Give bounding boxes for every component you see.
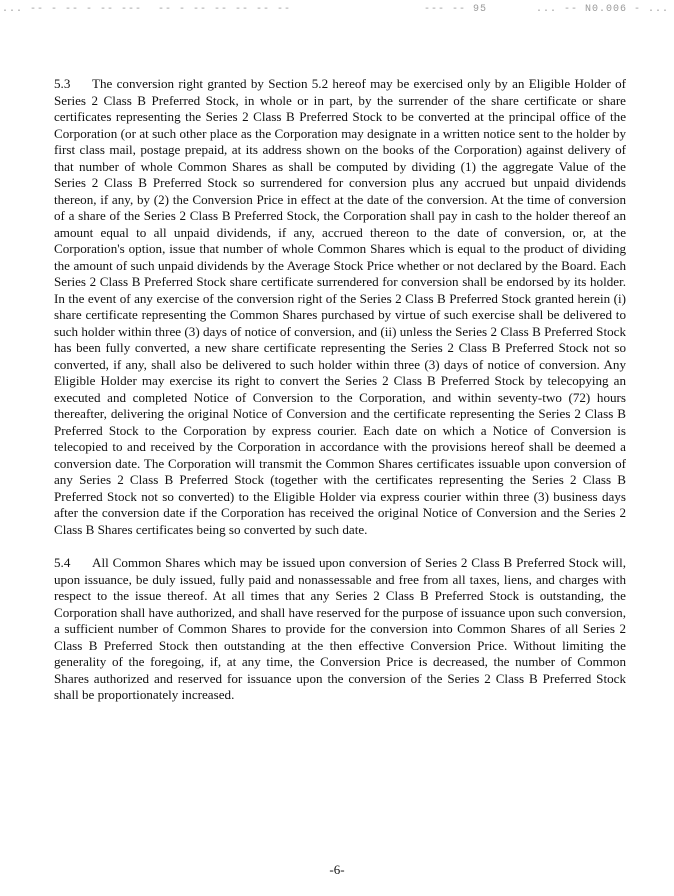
- section-5-3: [54, 76, 626, 538]
- section-number: 5.4: [54, 555, 71, 570]
- fax-header-page-code: ... -- N0.006 - ...: [536, 4, 670, 15]
- page-number: -6-: [329, 862, 345, 877]
- document-body: [54, 76, 626, 704]
- section-text: All Common Shares which may be issued upon conversion of Series 2 Class B Preferred Stock will, upon issuance, be duly issued, fully paid and nonassessable and free from all taxes, liens, and charges with respect to the issue thereof. At all times that any Series 2 Class B Preferred Stock is outstanding, the Corporation shall have authorized, and shall have reserved for the purpose of issuance upon such conversion, a sufficient number of Common Shares to provide for the conversion into Common Shares of all Series 2 Class B Preferred Stock then outstanding at the then effective Conversion Price. Without limiting the generality of the foregoing, if, at any time, the Conversion Price is decreased, the number of Common Shares authorized and reserved for issuance upon the conversion of the Series 2 Class B Preferred Stock shall be proportionately increased.: [54, 555, 626, 702]
- fax-header-date: --- -- 95: [424, 4, 488, 15]
- section-text: The conversion right granted by Section 5.2 hereof may be exercised only by an Eligible Holder of Series 2 Class B Preferred Stock, in whole or in part, by the surrender of the share certificate or share certificates representing the Series 2 Class B Preferred Stock to be converted at the principal office of the Corporation (or at such other place as the Corporation may designate in a written notice sent to the holder by first class mail, postage prepaid, at its address shown on the books of the Corporation) against delivery of that number of whole Common Shares as shall be computed by dividing (1) the aggregate Value of the Series 2 Class B Preferred Stock so surrendered for conversion plus any accrued but unpaid dividends thereon, if any, by (2) the Conversion Price in effect at the date of the conversion. At the time of conversion of a share of the Series 2 Class B Preferred Stock, the Corporation shall pay in cash to the holder thereof an amount equal to all unpaid dividends, if any, accrued thereon to the date of conversion, or, at the Corporation's option, issue that number of whole Common Shares which is equal to the product of dividing the amount of such unpaid dividends by the Average Stock Price whether or not declared by the Board. Each Series 2 Class B Preferred Stock share certificate surrendered for conversion shall be endorsed by its holder. In the event of any exercise of the conversion right of the Series 2 Class B Preferred Stock granted herein (i) share certificate representing the Common Shares purchased by virtue of such exercise shall be delivered to such holder within three (3) days of notice of conversion, and (ii) unless the Series 2 Class B Preferred Stock has been fully converted, a new share certificate representing the Series 2 Class B Preferred Stock not so converted, if any, shall also be delivered to such holder within three (3) days of notice of conversion. Any Eligible Holder may exercise its right to convert the Series 2 Class B Preferred Stock by telecopying an executed and completed Notice of Conversion to the Corporation, and within seventy-two (72) hours thereafter, delivering the original Notice of Conversion and the certificate representing the Series 2 Class B Preferred Stock to the Corporation by express courier. Each date on which a Notice of Conversion is telecopied to and received by the Corporation in accordance with the provisions hereof shall be deemed a conversion date. The Corporation will transmit the Common Shares certificates issuable upon conversion of any Series 2 Class B Preferred Stock (together with the certificates representing the Series 2 Class B Preferred Stock not so converted) to the Eligible Holder via express courier within three (3) business days after the conversion date if the Corporation has received the original Notice of Conversion and the Series 2 Class B Shares certificates being so converted by such date.: [54, 76, 626, 537]
- section-number: 5.3: [54, 76, 71, 91]
- fax-header-segment: -- - -- -- -- -- --: [158, 4, 292, 15]
- fax-header-segment: ... -- - -- - -- ---: [2, 4, 143, 15]
- fax-transmission-header: [0, 4, 674, 18]
- section-5-4: [54, 555, 626, 704]
